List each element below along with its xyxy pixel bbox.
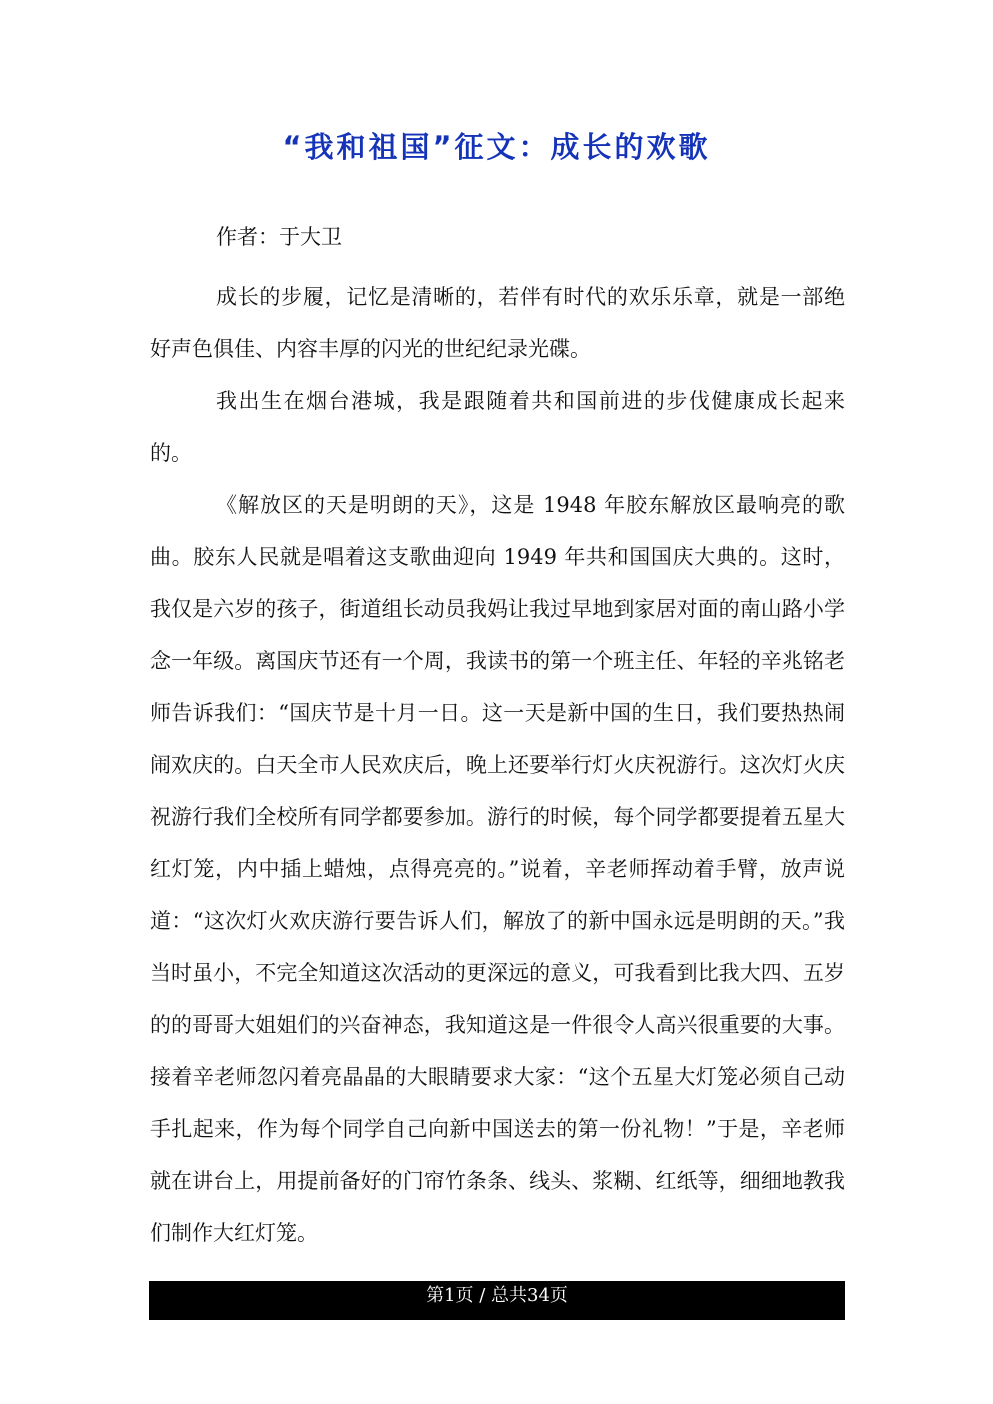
paragraph: 成长的步履，记忆是清晰的，若伴有时代的欢乐乐章，就是一部绝好声色俱佳、内容丰厚的闪光的世纪纪录光碟。 xyxy=(150,285,845,361)
paragraph: 我出生在烟台港城，我是跟随着共和国前进的步伐健康成长起来的。 xyxy=(150,389,845,465)
page-number-label: 第1页 / 总共34页 xyxy=(426,1285,568,1306)
page-title: “我和祖国”征文：成长的欢歌 xyxy=(282,130,711,164)
author-line: 作者：于大卫 xyxy=(216,225,342,249)
paragraph: 《解放区的天是明朗的天》，这是 1948 年胶东解放区最响亮的歌曲。胶东人民就是唱着这支歌曲迎向 1949 年共和国国庆大典的。这时，我仅是六岁的孩子，街道组长动员我妈让我过早地到家居对面的南山路小学念一年级。离国庆节还有一个周，我读书的第一个班主任、年轻的辛兆铭老师告诉我们：“国庆节是十月一日。这一天是新中国的生日，我们要热热闹闹欢庆的。白天全市人民欢庆后，晚上还要举行灯火庆祝游行。这次灯火庆祝游行我们全校所有同学都要参加。游行的时候，每个同学都要提着五星大红灯笼，内中插上蜡烛，点得亮亮的。”说着，辛老师挥动着手臂，放声说道：“这次灯火欢庆游行要告诉人们，解放了的新中国永远是明朗的天。”我当时虽小，不完全知道这次活动的更深远的意义，可我看到比我大四、五岁的的哥哥大姐姐们的兴奋神态，我知道这是一件很令人高兴很重要的大事。接着辛老师忽闪着亮晶晶的大眼睛要求大家：“这个五星大灯笼必须自己动手扎起来，作为每个同学自己向新中国送去的第一份礼物！”于是，辛老师就在讲台上，用提前备好的门帘竹条条、线头、浆糊、红纸等，细细地教我们制作大红灯笼。 xyxy=(150,493,845,1245)
page-footer xyxy=(149,1281,845,1320)
article-body xyxy=(150,271,845,1259)
